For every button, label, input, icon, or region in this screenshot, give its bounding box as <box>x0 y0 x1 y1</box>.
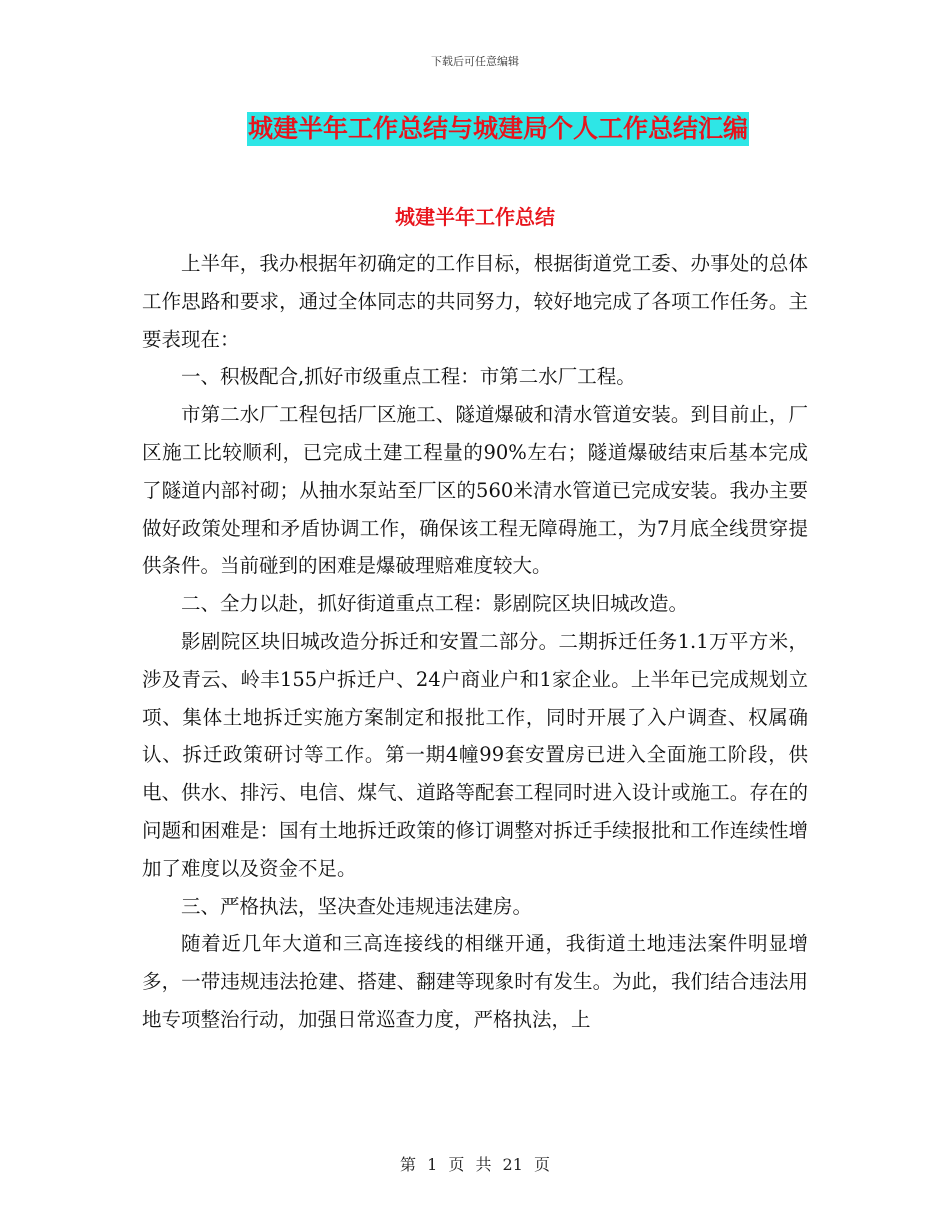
page-footer: 第 1 页 共 21 页 <box>400 1155 550 1174</box>
main-title-wrap <box>0 112 950 146</box>
paragraph: 影剧院区块旧城改造分拆迁和安置二部分。二期拆迁任务1.1万平方米，涉及青云、岭丰155户拆迁户、24户商业户和1家企业。上半年已完成规划立项、集体土地拆迁实施方案制定和报批工作，同时开展了入户调查、权属确认、拆迁政策研讨等工作。第一期4幢99套安置房已进入全面施工阶段，供电、供水、排污、电信、煤气、道路等配套工程同时进入设计或施工。存在的问题和困难是：国有土地拆迁政策的修订调整对拆迁手续报批和工作连续性增加了难度以及资金不足。 <box>142 629 808 880</box>
section-title: 城建半年工作总结 <box>395 205 555 229</box>
header-note: 下载后可任意编辑 <box>431 55 519 68</box>
paragraph: 三、严格执法，坚决查处违规违法建房。 <box>181 894 533 918</box>
paragraph: 随着近几年大道和三高连接线的相继开通，我街道土地违法案件明显增多，一带违规违法抢建、搭建、翻建等现象时有发生。为此，我们结合违法用地专项整治行动，加强日常巡查力度，严格执法，上 <box>142 932 808 1031</box>
paragraph: 一、积极配合,抓好市级重点工程：市第二水厂工程。 <box>181 365 636 389</box>
paragraph: 上半年，我办根据年初确定的工作目标，根据街道党工委、办事处的总体工作思路和要求，通过全体同志的共同努力，较好地完成了各项工作任务。主要表现在： <box>142 252 808 351</box>
paragraph: 市第二水厂工程包括厂区施工、隧道爆破和清水管道安装。到目前止，厂区施工比较顺利，已完成土建工程量的90%左右；隧道爆破结束后基本完成了隧道内部衬砌；从抽水泵站至厂区的560米清水管道已完成安装。我办主要做好政策处理和矛盾协调工作，确保该工程无障碍施工，为7月底全线贯穿提供条件。当前碰到的困难是爆破理赔难度较大。 <box>142 403 808 578</box>
paragraph: 二、全力以赴，抓好街道重点工程：影剧院区块旧城改造。 <box>181 592 689 616</box>
main-title: 城建半年工作总结与城建局个人工作总结汇编 <box>247 112 749 146</box>
body-text <box>142 245 808 1039</box>
